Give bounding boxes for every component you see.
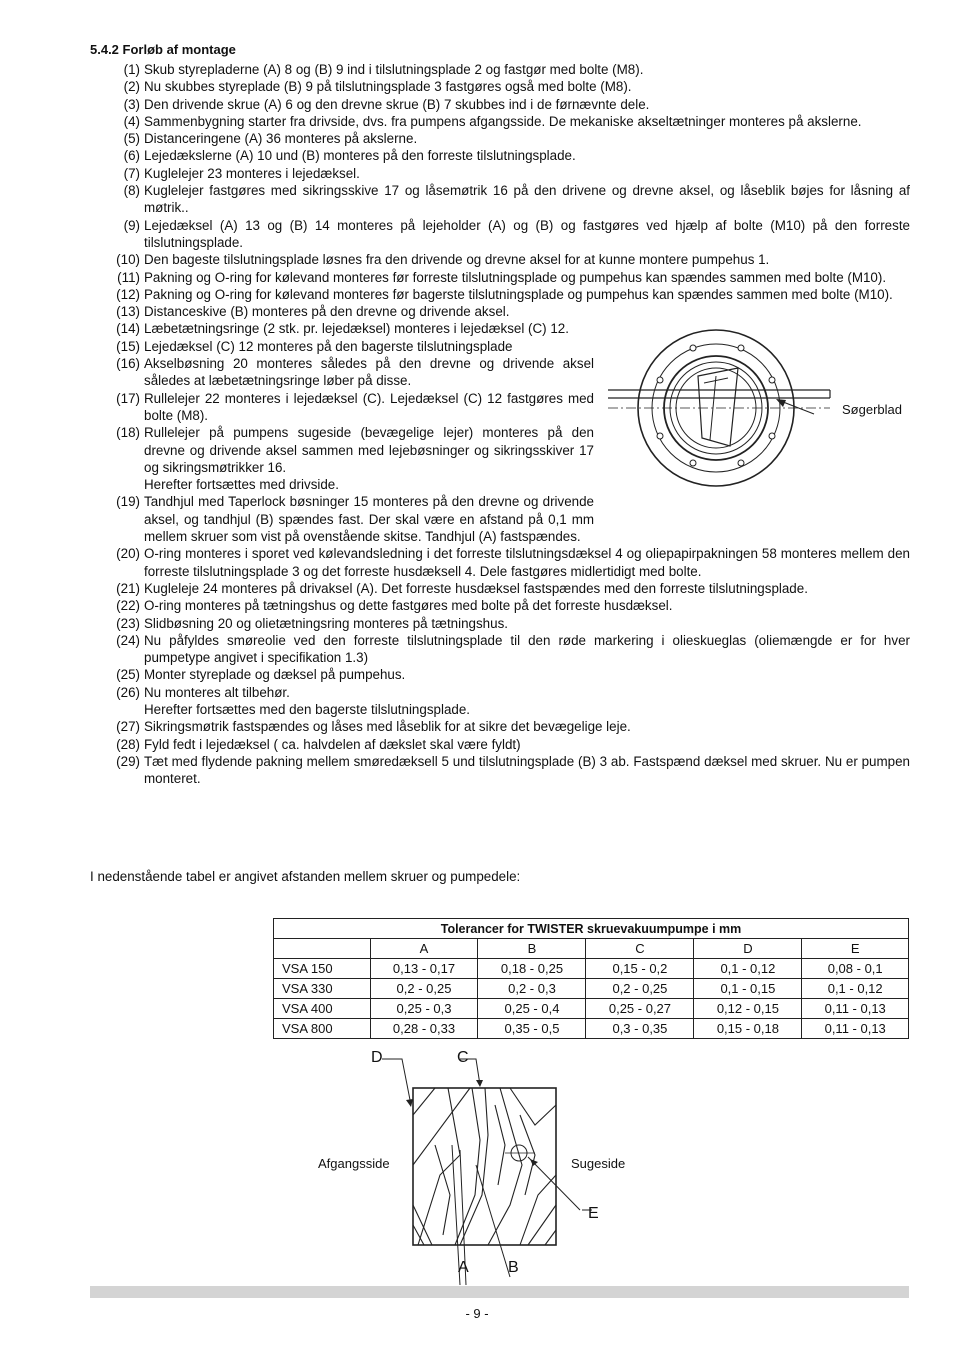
tolerance-cell: 0,1 - 0,12 bbox=[694, 959, 802, 979]
mark-d: D bbox=[371, 1049, 383, 1066]
list-item bbox=[90, 147, 910, 164]
list-item bbox=[90, 736, 910, 753]
tolerance-cell: 0,15 - 0,18 bbox=[694, 1019, 802, 1039]
list-item bbox=[90, 286, 910, 303]
tolerance-cell: 0,15 - 0,2 bbox=[586, 959, 694, 979]
list-item bbox=[90, 96, 910, 113]
tolerance-cell: 0,2 - 0,3 bbox=[478, 979, 586, 999]
step-number: (19) bbox=[116, 494, 140, 510]
list-item bbox=[90, 753, 910, 788]
tolerance-cell: 0,12 - 0,15 bbox=[694, 999, 802, 1019]
step-text: Kuglelejer 23 monteres i lejedæksel. bbox=[144, 165, 360, 181]
list-item bbox=[90, 545, 910, 580]
pump-model-cell: VSA 800 bbox=[274, 1019, 371, 1039]
step-number: (26) bbox=[116, 684, 140, 700]
step-text: Den bageste tilslutningsplade løsnes fra den drivende og drevne aksel for at kunne montere pumpehus 1. bbox=[144, 252, 770, 268]
step-text: Læbetætningsringe (2 stk. pr. lejedæksel) monteres i lejedæksel (C) 12. bbox=[144, 321, 569, 337]
step-text: Lejedæksel (C) 12 monteres på den bagerste tilslutningsplade bbox=[144, 338, 513, 354]
list-item bbox=[90, 597, 910, 614]
step-text: Tæt med flydende pakning mellem smøredæksell 5 und tilslutningsplade (B) 3 ab. Fastspænd dæksel med skruer. Nu er pumpen monteret. bbox=[144, 753, 910, 787]
table-row bbox=[274, 1019, 909, 1039]
step-text: Distanceskive (B) monteres på den drevne og drivende aksel. bbox=[144, 304, 510, 320]
step-number: (2) bbox=[123, 79, 140, 95]
tolerance-cell: 0,11 - 0,13 bbox=[802, 999, 909, 1019]
list-item bbox=[90, 130, 910, 147]
mark-b: B bbox=[508, 1259, 519, 1276]
list-item bbox=[90, 269, 910, 286]
tolerance-cell: 0,1 - 0,12 bbox=[802, 979, 909, 999]
list-item bbox=[90, 78, 910, 95]
step-number: (10) bbox=[116, 252, 140, 268]
tolerance-cell: 0,35 - 0,5 bbox=[478, 1019, 586, 1039]
step-text: Monter styreplade og dæksel på pumpehus. bbox=[144, 667, 406, 683]
step-number: (13) bbox=[116, 304, 140, 320]
footer-bar bbox=[90, 1286, 909, 1298]
step-number: (5) bbox=[123, 131, 140, 147]
step-text: Rullelejer 22 monteres i lejedæksel (C). Lejedæksel (C) 12 fastgøres med bolte (M8). bbox=[144, 390, 594, 423]
tolerance-table bbox=[273, 918, 909, 1039]
step-text: O-ring monteres i sporet ved kølevandsledning i det forreste tilslutningsdæksel 4 og oliepapirpakningen 58 monteres mellem den forreste tilslutningsplade 3 og det forreste husdæksell 4. Dele fastgøres midlertidigt med bolte. bbox=[144, 546, 910, 579]
tolerance-cell: 0,3 - 0,35 bbox=[586, 1019, 694, 1039]
list-item bbox=[90, 666, 910, 683]
continuation-note: Herefter fortsættes med den bagerste tilslutningsplade. bbox=[144, 701, 471, 717]
list-item bbox=[90, 684, 910, 701]
step-number: (3) bbox=[123, 96, 140, 112]
list-item bbox=[90, 217, 910, 252]
step-text: Den drivende skrue (A) 6 og den drevne skrue (B) 7 skubbes ind i de førnævnte dele. bbox=[144, 96, 650, 112]
step-number: (21) bbox=[116, 580, 140, 596]
mark-c: C bbox=[457, 1049, 469, 1066]
table-row bbox=[274, 959, 909, 979]
table-row bbox=[274, 999, 909, 1019]
tolerance-cell: 0,25 - 0,4 bbox=[478, 999, 586, 1019]
tolerance-cell: 0,18 - 0,25 bbox=[478, 959, 586, 979]
step-number: (25) bbox=[116, 667, 140, 683]
step-text: Slidbøsning 20 og olietætningsring monteres på tætningshus. bbox=[144, 615, 508, 631]
column-header: B bbox=[478, 939, 586, 959]
step-text: Tandhjul med Taperlock bøsninger 15 monteres på den drevne og drivende aksel, og tandhjul (B) spændes fast. Der skal være en afstand på 0,1 mm mellem skruer som vist på ovenstående skitse. Tandhjul (A) fastspændes. bbox=[144, 494, 594, 545]
list-item bbox=[90, 303, 910, 320]
tolerance-cell: 0,13 - 0,17 bbox=[370, 959, 478, 979]
step-number: (12) bbox=[116, 286, 140, 302]
discharge-side-label: Afgangsside bbox=[318, 1156, 390, 1171]
list-item bbox=[90, 61, 910, 78]
pump-model-cell: VSA 400 bbox=[274, 999, 371, 1019]
step-number: (14) bbox=[116, 321, 140, 337]
mark-e: E bbox=[588, 1205, 599, 1222]
tolerance-cell: 0,28 - 0,33 bbox=[370, 1019, 478, 1039]
tolerance-cell: 0,2 - 0,25 bbox=[586, 979, 694, 999]
tolerance-cell: 0,1 - 0,15 bbox=[694, 979, 802, 999]
step-number: (11) bbox=[117, 269, 140, 285]
step-number: (28) bbox=[116, 736, 140, 752]
step-number: (23) bbox=[116, 615, 140, 631]
step-number: (24) bbox=[116, 632, 140, 648]
step-text: Kuglelejer fastgøres med sikringsskive 17 og låsemøtrik 16 på den drivene og drevne aksel, og låseblik bøjes for låsning af møtrik.. bbox=[144, 183, 910, 216]
list-item bbox=[90, 615, 910, 632]
tolerance-cell: 0,08 - 0,1 bbox=[802, 959, 909, 979]
step-text: Pakning og O-ring for kølevand monteres før forreste tilslutningsplade og pumpehus kan spændes sammen med bolte (M10). bbox=[144, 269, 887, 285]
step-number: (22) bbox=[116, 598, 140, 614]
tolerance-cell: 0,25 - 0,3 bbox=[370, 999, 478, 1019]
section-title: 5.4.2 Forløb af montage bbox=[90, 42, 236, 57]
column-header bbox=[274, 939, 371, 959]
step-text: Lejedæksel (A) 13 og (B) 14 monteres på lejeholder (A) og (B) og fastgøres ved hjælp af bolte (M10) på den forreste tilslutningsplade. bbox=[144, 217, 910, 250]
step-text: Nu skubbes styreplade (B) 9 på tilslutningsplade 3 fastgøres også med bolte (M8). bbox=[144, 79, 632, 95]
step-text: Pakning og O-ring for kølevand monteres før bagerste tilslutningsplade og pumpehus kan spændes sammen med bolte (M10). bbox=[144, 286, 893, 302]
step-text: Skub styrepladerne (A) 8 og (B) 9 ind i tilslutningsplade 2 og fastgør med bolte (M8). bbox=[144, 62, 644, 77]
suction-side-label: Sugeside bbox=[571, 1156, 626, 1171]
step-text: Lejedækslerne (A) 10 und (B) monteres på den forreste tilslutningsplade. bbox=[144, 148, 576, 164]
step-number: (7) bbox=[123, 165, 140, 181]
step-number: (15) bbox=[116, 338, 140, 354]
step-number: (1) bbox=[123, 62, 140, 77]
step-number: (4) bbox=[123, 113, 140, 129]
search-blade-label: Søgerblad bbox=[842, 402, 902, 417]
column-header: C bbox=[586, 939, 694, 959]
step-text: Nu påfyldes smøreolie ved den forreste tilslutningsplade til den røde markering i olieskueglas (oliemængde er for hver pumpetype angivet i specifikation 1.3) bbox=[144, 632, 910, 666]
column-header: D bbox=[694, 939, 802, 959]
column-header: A bbox=[370, 939, 478, 959]
step-number: (18) bbox=[116, 425, 140, 441]
step-number: (20) bbox=[116, 546, 140, 562]
step-number: (8) bbox=[123, 183, 140, 199]
step-text: Fyld fedt i lejedæksel ( ca. halvdelen af dækslet skal være fyldt) bbox=[144, 736, 521, 752]
continuation-note: Herefter fortsættes med drivside. bbox=[144, 477, 339, 493]
step-text: O-ring monteres på tætningshus og dette fastgøres med bolte på det forreste husdæksel. bbox=[144, 598, 673, 614]
table-intro: I nedenstående tabel er angivet afstanden mellem skruer og pumpedele: bbox=[90, 869, 521, 884]
step-text: Sammenbygning starter fra drivside, dvs. fra pumpens afgangsside. De mekaniske akseltætninger monteres på akslerne. bbox=[144, 113, 862, 129]
step-number: (16) bbox=[116, 356, 140, 372]
step-text: Distanceringene (A) 36 monteres på akslerne. bbox=[144, 131, 418, 147]
list-item bbox=[90, 580, 910, 597]
list-item bbox=[90, 113, 910, 130]
tolerance-cell: 0,2 - 0,25 bbox=[370, 979, 478, 999]
pump-model-cell: VSA 330 bbox=[274, 979, 371, 999]
step-number: (27) bbox=[116, 719, 140, 735]
column-header: E bbox=[802, 939, 909, 959]
step-text: Akselbøsning 20 monteres således på den drevne og drivende aksel således at læbetætningsringe løber på disse. bbox=[144, 356, 594, 389]
table-row bbox=[274, 979, 909, 999]
tolerance-cell: 0,11 - 0,13 bbox=[802, 1019, 909, 1039]
step-number: (6) bbox=[123, 148, 140, 164]
step-number: (17) bbox=[116, 390, 140, 406]
step-text: Nu monteres alt tilbehør. bbox=[144, 684, 290, 700]
page-number: - 9 - bbox=[465, 1306, 489, 1321]
step-text: Kugleleje 24 monteres på drivaksel (A). Det forreste husdæksel fastspændes med den forreste tilslutningsplade. bbox=[144, 580, 808, 596]
list-item bbox=[90, 632, 910, 667]
list-item bbox=[90, 493, 910, 545]
table-title: Tolerancer for TWISTER skruevakuumpumpe i mm bbox=[274, 919, 909, 939]
list-item bbox=[90, 718, 910, 735]
step-number: (29) bbox=[116, 753, 140, 769]
mark-a: A bbox=[458, 1259, 469, 1276]
list-item bbox=[90, 251, 910, 268]
list-item bbox=[90, 165, 910, 182]
step-text: Rullelejer på pumpens sugeside (bevægelige lejer) monteres på den drevne og drivende aksel sammen med lejebøsninger og sikringsskiver 17 og sikringsmøtrikker 16. bbox=[144, 425, 594, 475]
step-number: (9) bbox=[123, 217, 140, 233]
pump-model-cell: VSA 150 bbox=[274, 959, 371, 979]
tolerance-cell: 0,25 - 0,27 bbox=[586, 999, 694, 1019]
step-text: Sikringsmøtrik fastspændes og låses med låseblik for at sikre det bevægelige leje. bbox=[144, 719, 631, 735]
list-item bbox=[90, 182, 910, 217]
